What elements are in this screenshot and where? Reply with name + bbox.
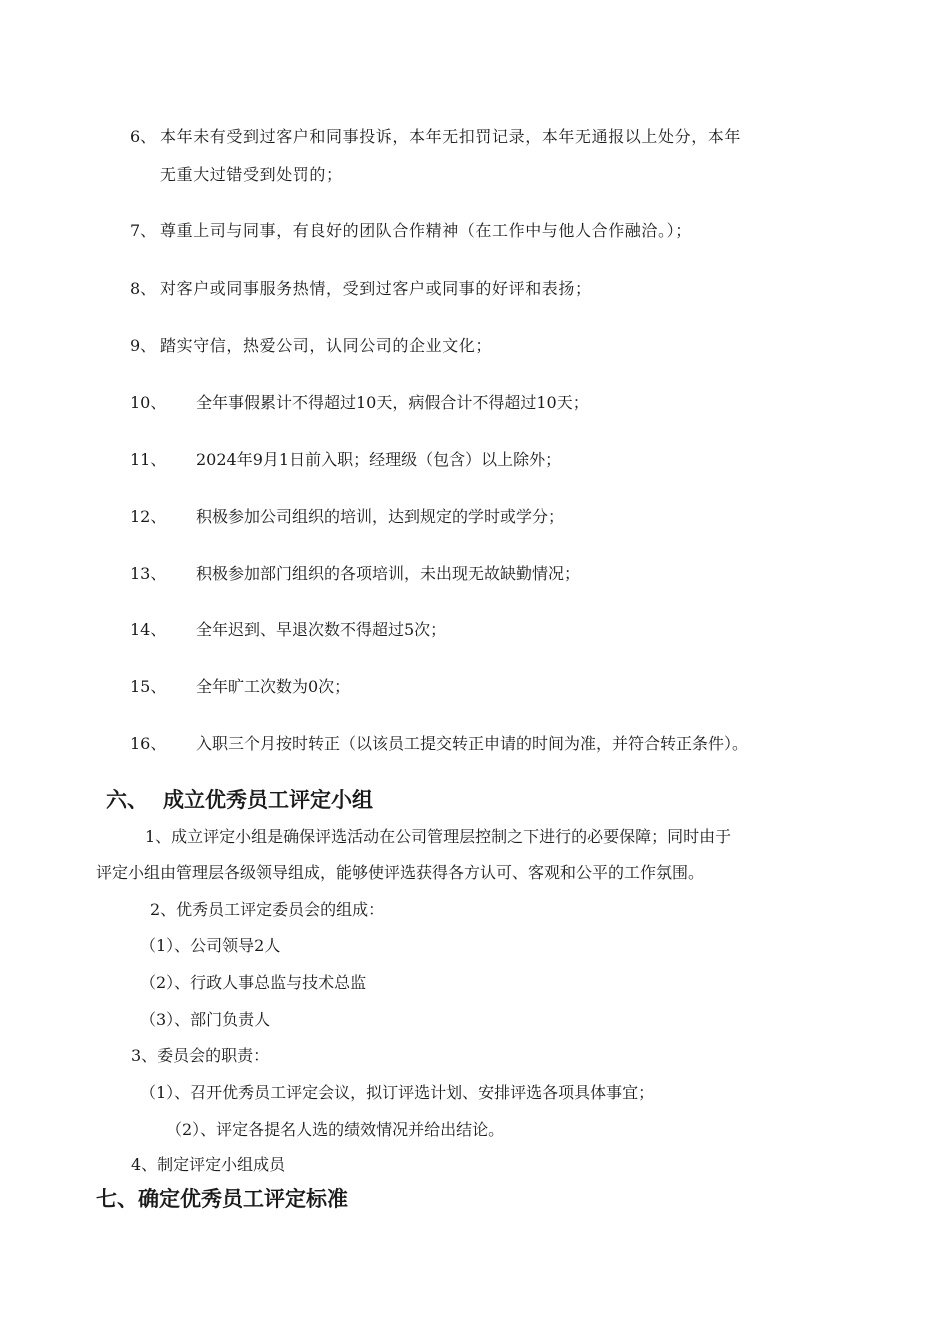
criterion-11-number: 11、 — [130, 450, 167, 469]
criterion-7-number: 7、 — [130, 221, 157, 240]
criterion-6-number: 6、 — [130, 127, 157, 146]
committee-member-1: （1）、公司领导2人 — [140, 936, 281, 955]
criterion-13-number: 13、 — [130, 564, 167, 583]
section-6-number: 六、 — [106, 787, 148, 812]
criterion-6-text-line1: 本年未有受到过客户和同事投诉，本年无扣罚记录，本年无通报以上处分，本年 — [160, 127, 742, 146]
section-6-para-1-line2: 评定小组由管理层各级领导组成，能够使评选获得各方认可、客观和公平的工作氛围。 — [96, 863, 705, 882]
criterion-6-text-line2: 无重大过错受到处罚的； — [160, 165, 343, 184]
criterion-10-text: 全年事假累计不得超过10天，病假合计不得超过10天； — [196, 393, 589, 412]
criterion-11-text: 2024年9月1日前入职；经理级（包含）以上除外； — [196, 450, 562, 469]
committee-duty-2: （2）、评定各提名人选的绩效情况并给出结论。 — [166, 1120, 505, 1139]
section-6-para-4: 4、制定评定小组成员 — [131, 1155, 286, 1174]
section-6-para-2: 2、优秀员工评定委员会的组成： — [150, 900, 385, 919]
criterion-14-number: 14、 — [130, 620, 167, 639]
criterion-7-text: 尊重上司与同事，有良好的团队合作精神（在工作中与他人合作融洽。）； — [160, 221, 692, 240]
section-6-para-3: 3、委员会的职责： — [131, 1046, 270, 1065]
criterion-12-text: 积极参加公司组织的培训，达到规定的学时或学分； — [196, 507, 565, 526]
committee-member-2: （2）、行政人事总监与技术总监 — [140, 973, 367, 992]
criterion-14-text: 全年迟到、早退次数不得超过5次； — [196, 620, 447, 639]
criterion-15-number: 15、 — [130, 677, 167, 696]
criterion-8-text: 对客户或同事服务热情，受到过客户或同事的好评和表扬； — [160, 279, 592, 298]
criterion-13-text: 积极参加部门组织的各项培训，未出现无故缺勤情况； — [196, 564, 581, 583]
criterion-9-text: 踏实守信，热爱公司，认同公司的企业文化； — [160, 336, 493, 355]
committee-member-3: （3）、部门负责人 — [140, 1010, 271, 1029]
criterion-12-number: 12、 — [130, 507, 167, 526]
criterion-16-number: 16、 — [130, 734, 167, 753]
criterion-8-number: 8、 — [130, 279, 157, 298]
criterion-9-number: 9、 — [130, 336, 157, 355]
criterion-15-text: 全年旷工次数为0次； — [196, 677, 351, 696]
section-6-para-1-line1: 1、成立评定小组是确保评选活动在公司管理层控制之下进行的必要保障；同时由于 — [145, 827, 732, 846]
committee-duty-1: （1）、召开优秀员工评定会议，拟订评选计划、安排评选各项具体事宜； — [140, 1083, 655, 1102]
section-6-title: 成立优秀员工评定小组 — [163, 787, 373, 812]
section-7-title: 七、确定优秀员工评定标准 — [96, 1186, 348, 1211]
criterion-10-number: 10、 — [130, 393, 167, 412]
criterion-16-text: 入职三个月按时转正（以该员工提交转正申请的时间为准，并符合转正条件）。 — [196, 734, 749, 753]
